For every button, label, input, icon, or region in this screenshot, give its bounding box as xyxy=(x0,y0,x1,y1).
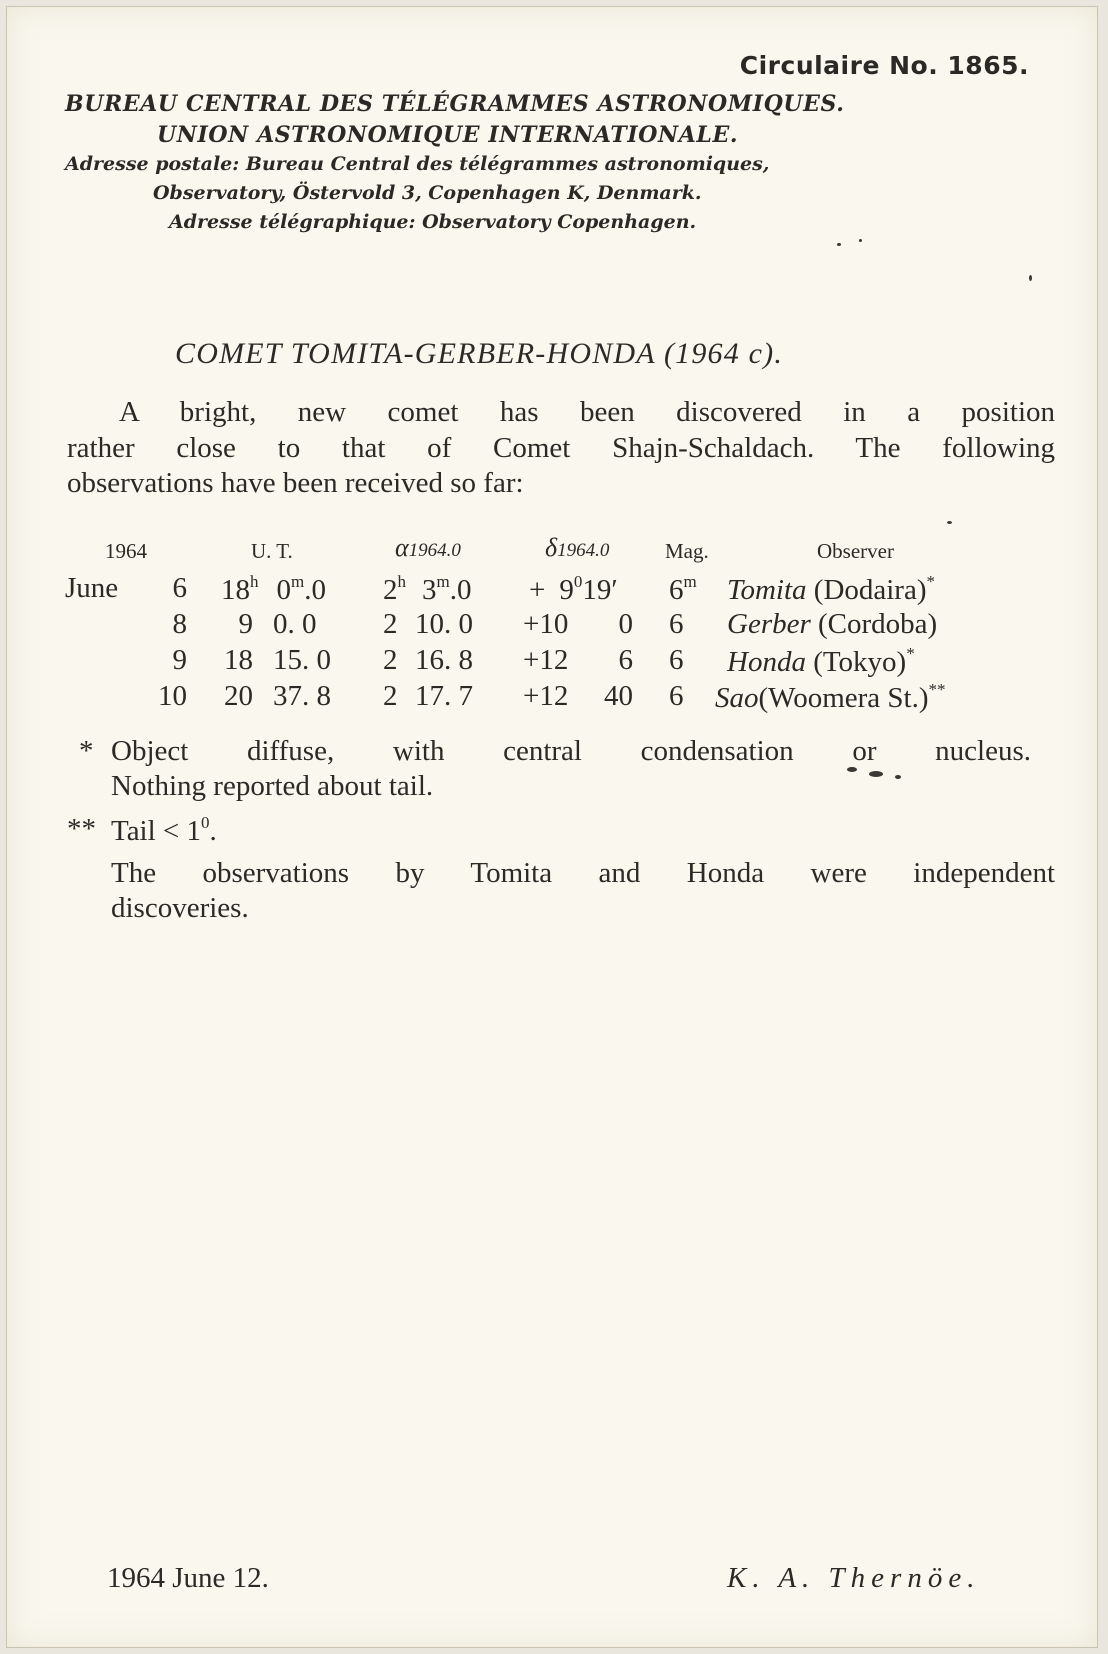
closing-line-2: discoveries. xyxy=(111,892,249,924)
delta-symbol: δ xyxy=(545,533,558,562)
postal-address-line-1: Adresse postale: Bureau Central des télégrammes astronomiques, xyxy=(65,153,770,175)
row-1-month: June xyxy=(65,572,119,604)
row-4-dec-degree: +12 xyxy=(523,680,569,712)
header-mag: Mag. xyxy=(665,539,709,563)
row-3-day: 9 xyxy=(172,644,187,676)
row-4-ra-minute: 17. 7 xyxy=(415,680,473,712)
row-3-mag: 6 xyxy=(669,644,684,676)
intro-line-3: observations have been received so far: xyxy=(67,467,524,499)
row-4-mag: 6 xyxy=(669,680,684,712)
postal-address-line-2: Observatory, Östervold 3, Copenhagen K, Denmark. xyxy=(153,182,702,204)
row-2-ra-hour: 2 xyxy=(383,608,398,640)
union-name: UNION ASTRONOMIQUE INTERNATIONALE. xyxy=(157,122,739,148)
row-4-ut-minute: 37. 8 xyxy=(273,680,331,712)
row-1-day: 6 xyxy=(172,572,187,604)
header-observer: Observer xyxy=(817,539,894,563)
ink-speck xyxy=(859,239,862,242)
row-2-ra-minute: 10. 0 xyxy=(415,608,473,640)
intro-line-2: rather close to that of Comet Shajn-Schaldach. The following xyxy=(67,432,1055,464)
closing-line-1: The observations by Tomita and Honda were independent xyxy=(111,857,1055,889)
ink-speck xyxy=(1029,275,1032,281)
header-ut: U. T. xyxy=(251,539,293,563)
row-1-dec: + $9^019'$ xyxy=(529,572,618,606)
row-4-ut-hour: 20 xyxy=(224,680,253,712)
row-2-observer: Gerber (Cordoba) xyxy=(727,608,938,640)
bureau-name: BUREAU CENTRAL DES TÉLÉGRAMMES ASTRONOMIQUES. xyxy=(65,91,845,117)
row-2-ut-minute: 0. 0 xyxy=(273,608,317,640)
header-alpha xyxy=(395,533,461,563)
row-1-ut: 18$^h$ 0$^m$.0 xyxy=(221,572,326,606)
row-1-mag: 6$^m$ xyxy=(669,572,697,606)
alpha-epoch: 1964.0 xyxy=(408,540,461,561)
note-2-text: Tail < $1^0$. xyxy=(111,813,217,847)
note-1-marker: * xyxy=(79,735,94,767)
row-2-mag: 6 xyxy=(669,608,684,640)
telegraph-address: Adresse télégraphique: Observatory Copenhagen. xyxy=(169,211,697,233)
row-4-dec-minute: 40 xyxy=(604,680,633,712)
row-3-dec-minute: 6 xyxy=(618,644,633,676)
ink-speck xyxy=(837,243,841,246)
alpha-symbol: α xyxy=(395,533,409,562)
ink-speck xyxy=(947,521,952,524)
header-year: 1964 xyxy=(105,539,147,563)
note-1-line-1: Object diffuse, with central condensation or nucleus. xyxy=(111,735,1031,767)
note-2-marker: ** xyxy=(67,813,96,845)
circular-number: Circulaire No. 1865. xyxy=(739,51,1029,80)
header-delta xyxy=(545,533,609,563)
row-3-dec-degree: +12 xyxy=(523,644,569,676)
note-1-line-2: Nothing reported about tail. xyxy=(111,770,434,802)
row-4-day: 10 xyxy=(158,680,187,712)
row-1-ra: 2$^h$ 3$^m$.0 xyxy=(383,572,472,606)
issue-date: 1964 June 12. xyxy=(107,1562,269,1594)
intro-line-1: A bright, new comet has been discovered in a position xyxy=(119,396,1055,428)
circular-card xyxy=(6,6,1098,1648)
row-2-dec-degree: +10 xyxy=(523,608,569,640)
row-4-observer: Sao(Woomera St.)** xyxy=(715,680,946,714)
circular-title: COMET TOMITA-GERBER-HONDA (1964 c). xyxy=(175,337,784,370)
row-2-day: 8 xyxy=(172,608,187,640)
row-3-ut-hour: 18 xyxy=(224,644,253,676)
row-1-observer: Tomita (Dodaira)* xyxy=(727,572,935,606)
row-3-ra-minute: 16. 8 xyxy=(415,644,473,676)
row-3-observer: Honda (Tokyo)* xyxy=(727,644,915,678)
row-2-dec-minute: 0 xyxy=(618,608,633,640)
row-3-ra-hour: 2 xyxy=(383,644,398,676)
ink-speck xyxy=(895,775,901,779)
row-3-ut-minute: 15. 0 xyxy=(273,644,331,676)
signature: K. A. Thernöe. xyxy=(727,1562,981,1594)
row-2-ut-hour: 9 xyxy=(238,608,253,640)
ink-speck xyxy=(869,771,883,777)
row-4-ra-hour: 2 xyxy=(383,680,398,712)
delta-epoch: 1964.0 xyxy=(557,540,610,561)
